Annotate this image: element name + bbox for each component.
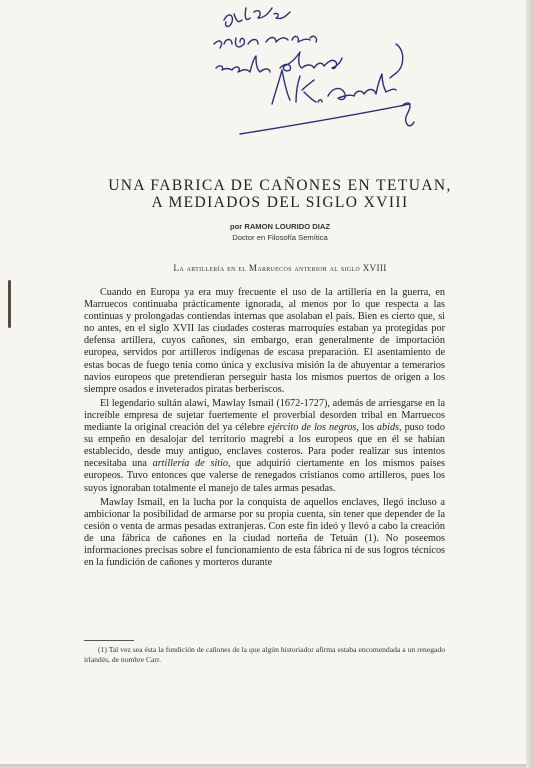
italic-term: ejército de los negros bbox=[267, 422, 357, 434]
paragraph-3 bbox=[84, 497, 445, 570]
footnote-divider bbox=[84, 640, 134, 641]
paragraph-1 bbox=[84, 287, 445, 396]
author-degree: Doctor en Filosofía Semítica bbox=[232, 233, 328, 242]
page-edge bbox=[526, 0, 534, 768]
paragraph-2 bbox=[84, 398, 445, 495]
paragraph-text: Mawlay Ismail, en la lucha por la conquista de aquellos enclaves, llegó incluso a ambicionar la posibilidad de armarse por su propia cuenta, sin tener que depender de la cesión o venta de armas pesadas extranjeras. Con este fin ideó y llevó a cabo la creación de una fábrica de cañones en la ciudad norteña de Tetuán (1). No poseemos informaciones precisas sobre el funcionamiento de esta fábrica ni de sus logros técnicos en la fundición de cañones y morteros durante bbox=[84, 496, 445, 569]
italic-term: artillería de sitio bbox=[152, 458, 229, 470]
staple-mark bbox=[8, 280, 11, 328]
paragraph-text: , puso todo su empeño en desalojar del territorio magrebí a los europeos que en él se habían establecido, desde muy antiguo, enclaves costeros. Para poder realizar sus intentos necesitaba una bbox=[84, 422, 445, 470]
paragraph-text: Cuando en Europa ya era muy frecuente el uso de la artillería en la guerra, en Marruecos continuaba prácticamente ignorada, al menos por lo que respecta a las continuas y prolongadas contiendas internas que asolaban el país. Bien es cierto que, si no antes, en el siglo XVII las ciudades costeras marroquíes estaban ya protegidas por defensa artillera, cuyos cañones, sin embargo, eran generalmente de importación europea, servidos por artilleros indígenas de escasa preparación. El asentamiento de estas bocas de fuego tenía como única y exclusiva misión la de ahuyentar a temerarios navíos europeos que pretendieran perseguir hasta los mismos puertos de origen a los siempre osados e inveterados piratas berberiscos. bbox=[84, 287, 445, 395]
paragraph-text: , que adquirió ciertamente en los mismos países europeos. Tuvo entonces que valerse de renegados cristianos como artilleros, pues los suyos ignoraban totalmente el manejo de tales armas pesadas. bbox=[84, 458, 445, 494]
italic-term: abids bbox=[376, 422, 399, 434]
article-title-line-1: UNA FABRICA DE CAÑONES EN TETUAN, bbox=[108, 177, 452, 194]
section-heading: La artillería en el Marruecos anterior al siglo XVIII bbox=[173, 263, 387, 273]
footnote: (1) Tal vez sea ésta la fundición de cañones de la que algún historiador afirma estaba encomendada a un renegado irlandés, de nombre Carr. bbox=[84, 645, 445, 664]
paragraph-text: , los bbox=[356, 422, 377, 434]
paragraph-text: El legendario sultán alawí, Mawlay Ismail (1672-1727), además de arriesgarse en la increíble empresa de sujetar fuertemente el proverbial desorden tribal en Marruecos mediante la original creación del ya célebre bbox=[84, 397, 445, 434]
handwritten-dedication bbox=[210, 0, 440, 140]
author-line: por RAMON LOURIDO DIAZ bbox=[230, 222, 330, 231]
article-body bbox=[84, 287, 445, 571]
article-title-line-2: A MEDIADOS DEL SIGLO XVIII bbox=[151, 194, 409, 211]
